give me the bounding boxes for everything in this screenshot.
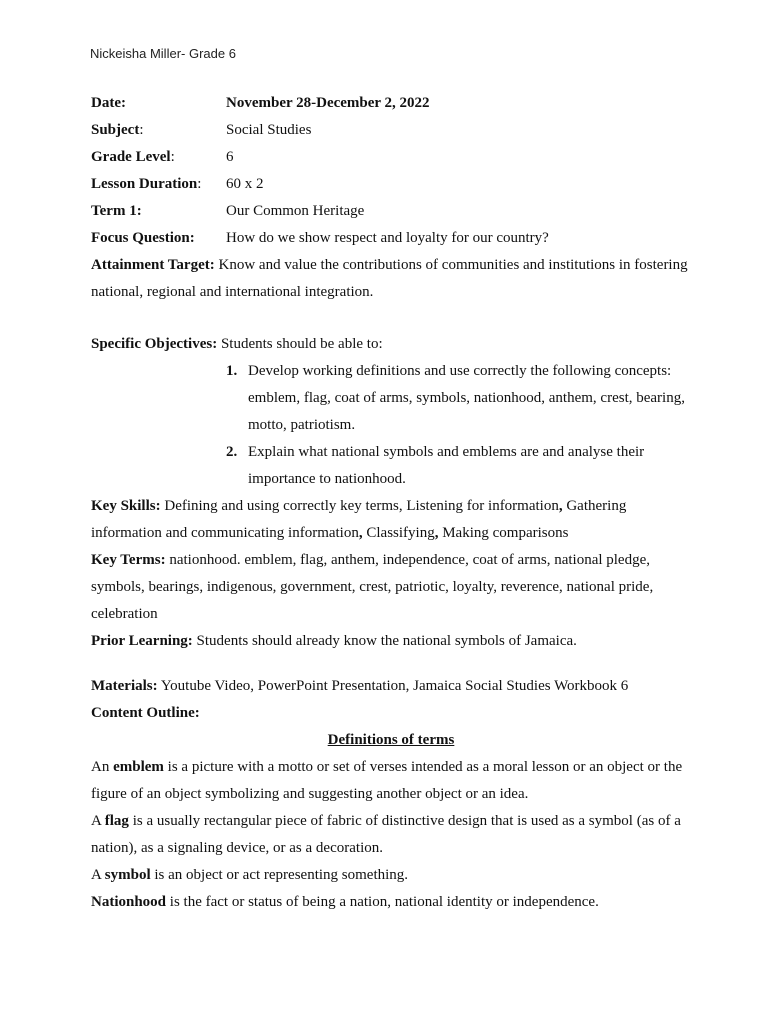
info-row-focus-question xyxy=(91,225,691,252)
lesson-duration-label: Lesson Duration xyxy=(91,176,198,192)
focus-question-value: How do we show respect and loyalty for our country? xyxy=(226,230,549,246)
definition-nationhood: Nationhood is the fact or status of being a nation, national identity or independence. xyxy=(91,894,599,910)
lesson-plan-body xyxy=(91,90,691,916)
materials: Materials: Youtube Video, PowerPoint Presentation, Jamaica Social Studies Workbook 6 xyxy=(91,678,629,694)
info-row-date xyxy=(91,90,691,117)
grade-level-label: Grade Level xyxy=(91,149,171,165)
focus-question-label: Focus Question: xyxy=(91,230,195,246)
grade-level-value: 6 xyxy=(226,149,234,165)
definitions-heading: Definitions of terms xyxy=(327,732,455,748)
prior-learning: Prior Learning: Students should already know the national symbols of Jamaica. xyxy=(91,633,577,649)
info-row-grade-level: Grade Level: 6 xyxy=(91,144,691,171)
content-outline-heading: Content Outline: xyxy=(91,705,200,721)
term-value: Our Common Heritage xyxy=(226,203,365,219)
objective-item: 2. Explain what national symbols and emblems are and analyse their importance to nationhood. xyxy=(226,444,645,487)
key-terms: Key Terms: nationhood. emblem, flag, anthem, independence, coat of arms, national pledge, symbols, bearings, indigenous, government, crest, patriotic, loyalty, reverence, national pride, celebration xyxy=(91,552,654,622)
key-skills: Key Skills: Defining and using correctly key terms, Listening for information, Gathering information and communicating information, Classifying, Making comparisons xyxy=(91,498,627,541)
subject-label: Subject xyxy=(91,122,140,138)
date-value: November 28-December 2, 2022 xyxy=(226,95,430,111)
page-header: Nickeisha Miller- Grade 6 xyxy=(90,46,236,61)
date-label: Date: xyxy=(91,95,126,111)
info-row-lesson-duration: Lesson Duration: 60 x 2 xyxy=(91,171,691,198)
term-label: Term 1: xyxy=(91,203,142,219)
definition-flag: A flag is a usually rectangular piece of fabric of distinctive design that is used as a symbol (as of a nation), as a signaling device, or as a decoration. xyxy=(91,813,681,856)
attainment-target: Attainment Target: Know and value the contributions of communities and institutions in fostering national, regional and international integration. xyxy=(91,257,688,300)
info-row-subject: Subject: Social Studies xyxy=(91,117,691,144)
subject-value: Social Studies xyxy=(226,122,312,138)
definition-symbol: A symbol is an object or act representing something. xyxy=(91,867,409,883)
objective-item: 1. Develop working definitions and use correctly the following concepts: emblem, flag, coat of arms, symbols, nationhood, anthem, crest, bearing, motto, patriotism. xyxy=(226,363,685,433)
lesson-duration-value: 60 x 2 xyxy=(226,176,264,192)
info-row-term xyxy=(91,198,691,225)
specific-objectives: Specific Objectives: Students should be able to: xyxy=(91,336,383,352)
definition-emblem: An emblem is a picture with a motto or set of verses intended as a moral lesson or an object or the figure of an object symbolizing and suggesting another object or an idea. xyxy=(91,759,683,802)
